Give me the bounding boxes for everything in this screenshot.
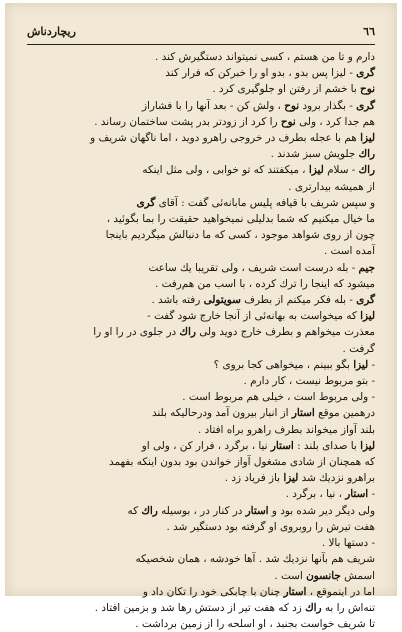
- text-line: از همیشه بیدارتری .: [288, 180, 375, 193]
- text-line: - بتو مربوط نیست ، کار دارم .: [243, 375, 375, 388]
- text-line: گرفت .: [342, 342, 375, 355]
- text-line: راك - سلام لیزا ، میکفتند که تو خوابی ، ولی مثل اینکه: [142, 164, 375, 177]
- text-line: میشود که اینجا را ترك کرده ، با اسب من هم‌رفت .: [154, 277, 375, 290]
- text-line: اسمش جانسون است .: [274, 569, 375, 582]
- text-line: - استار ، نیا ، برگرد .: [285, 488, 375, 501]
- text-line: گری - بله فکر میکنم از بطرف سویتولی رفته باشد .: [151, 294, 375, 307]
- text-line: نوح با خشم از رفتن او جلوگیری کرد .: [212, 83, 375, 96]
- text-line: ما خیال میکنیم که شما بدلیلی نمیخواهید حقیقت را بما بگوئید ،: [106, 213, 375, 226]
- text-line: لیزا هم با عجله بطرف در خروجی راهرو دوید ، اما ناگهان شریف و: [90, 132, 375, 145]
- page-number: ٦٦: [363, 25, 375, 38]
- text-line: اما در اینموقع ، استار چنان با چابکی خود را تکان داد و: [142, 585, 375, 598]
- body-text: [27, 49, 375, 631]
- text-line: تا شریف خواست بجنبد ، او اسلحه را از زمین برداشت .: [135, 618, 375, 631]
- text-line: راك جلویش سبز شدند .: [270, 148, 375, 161]
- text-line: گری - بگذار برود نوح ، ولش کن - بعد آنها را با فشاراز: [141, 99, 375, 112]
- text-line: درهمین موقع استار از انبار بیرون آمد ودرحالیکه بلند: [151, 407, 375, 420]
- text-line: که همچنان از شادی مشغول آواز خواندن بود بدون اینکه بفهمد: [109, 456, 375, 469]
- text-line: براهرو نزدیك شد لیزا باز فریاد زد .: [224, 472, 375, 485]
- text-line: جیم - بله درست است شریف ، ولی تقریبا یك ساعت: [148, 261, 375, 274]
- text-line: لیزا با صدای بلند : استار نیا ، برگرد ، فرار کن ، ولی او: [141, 439, 375, 452]
- book-title: ریچاردناش: [27, 25, 76, 38]
- text-line: گری - لیزا پس بدو ، بدو او را خبرکن که فرار کند: [165, 67, 375, 80]
- text-line: دارم و تا من هستم ، کسی نمیتواند دستگیرش کند .: [155, 51, 375, 63]
- text-line: - ولی مربوط است ، خیلی هم مربوط است .: [182, 391, 375, 404]
- running-header: [27, 25, 375, 43]
- text-line: تنه‌اش را به راك زد که هفت تیر از دستش رها شد و بزمین افتاد .: [94, 601, 375, 614]
- text-line: هفت تیرش را روبروی او گرفته بود دستگیر شد .: [166, 520, 375, 533]
- text-line: چون از روی شواهد موجود ، کسی که ما دنبالش میگردیم باینجا: [105, 229, 375, 242]
- text-line: - لیزا بگو ببینم ، میخواهی کجا بروی ؟: [213, 358, 375, 371]
- text-line: و سپس شریف با قیافه پلیس مابانه‌ئی گفت : آقای گری: [136, 196, 375, 209]
- text-line: ولی دیگر دیر شده بود و استار در کنار در ، بوسیله راك که: [127, 504, 375, 517]
- text-line: معذرت میخواهم و بطرف خارج دوید ولی راك در جلوی در را او را: [93, 326, 375, 339]
- book-page: [5, 3, 397, 631]
- text-line: شریف هم بآنها نزدیك شد . آها خودشه ، همان شخصیکه: [135, 553, 375, 566]
- text-line: هم جدا کرد ، ولی نوح را کرد از زودتر بدر پشت ساختمان رساند .: [94, 115, 375, 128]
- header-rule: [27, 44, 375, 45]
- text-line: لیزا که میخواست به بهانه‌ئی از آنجا خارج شود گفت -: [147, 310, 375, 323]
- text-line: آمده است .: [323, 245, 375, 258]
- text-line: بلند آواز میخواند بطرف راهرو براه افتاد .: [198, 423, 375, 436]
- text-line: - دستها بالا .: [321, 537, 375, 550]
